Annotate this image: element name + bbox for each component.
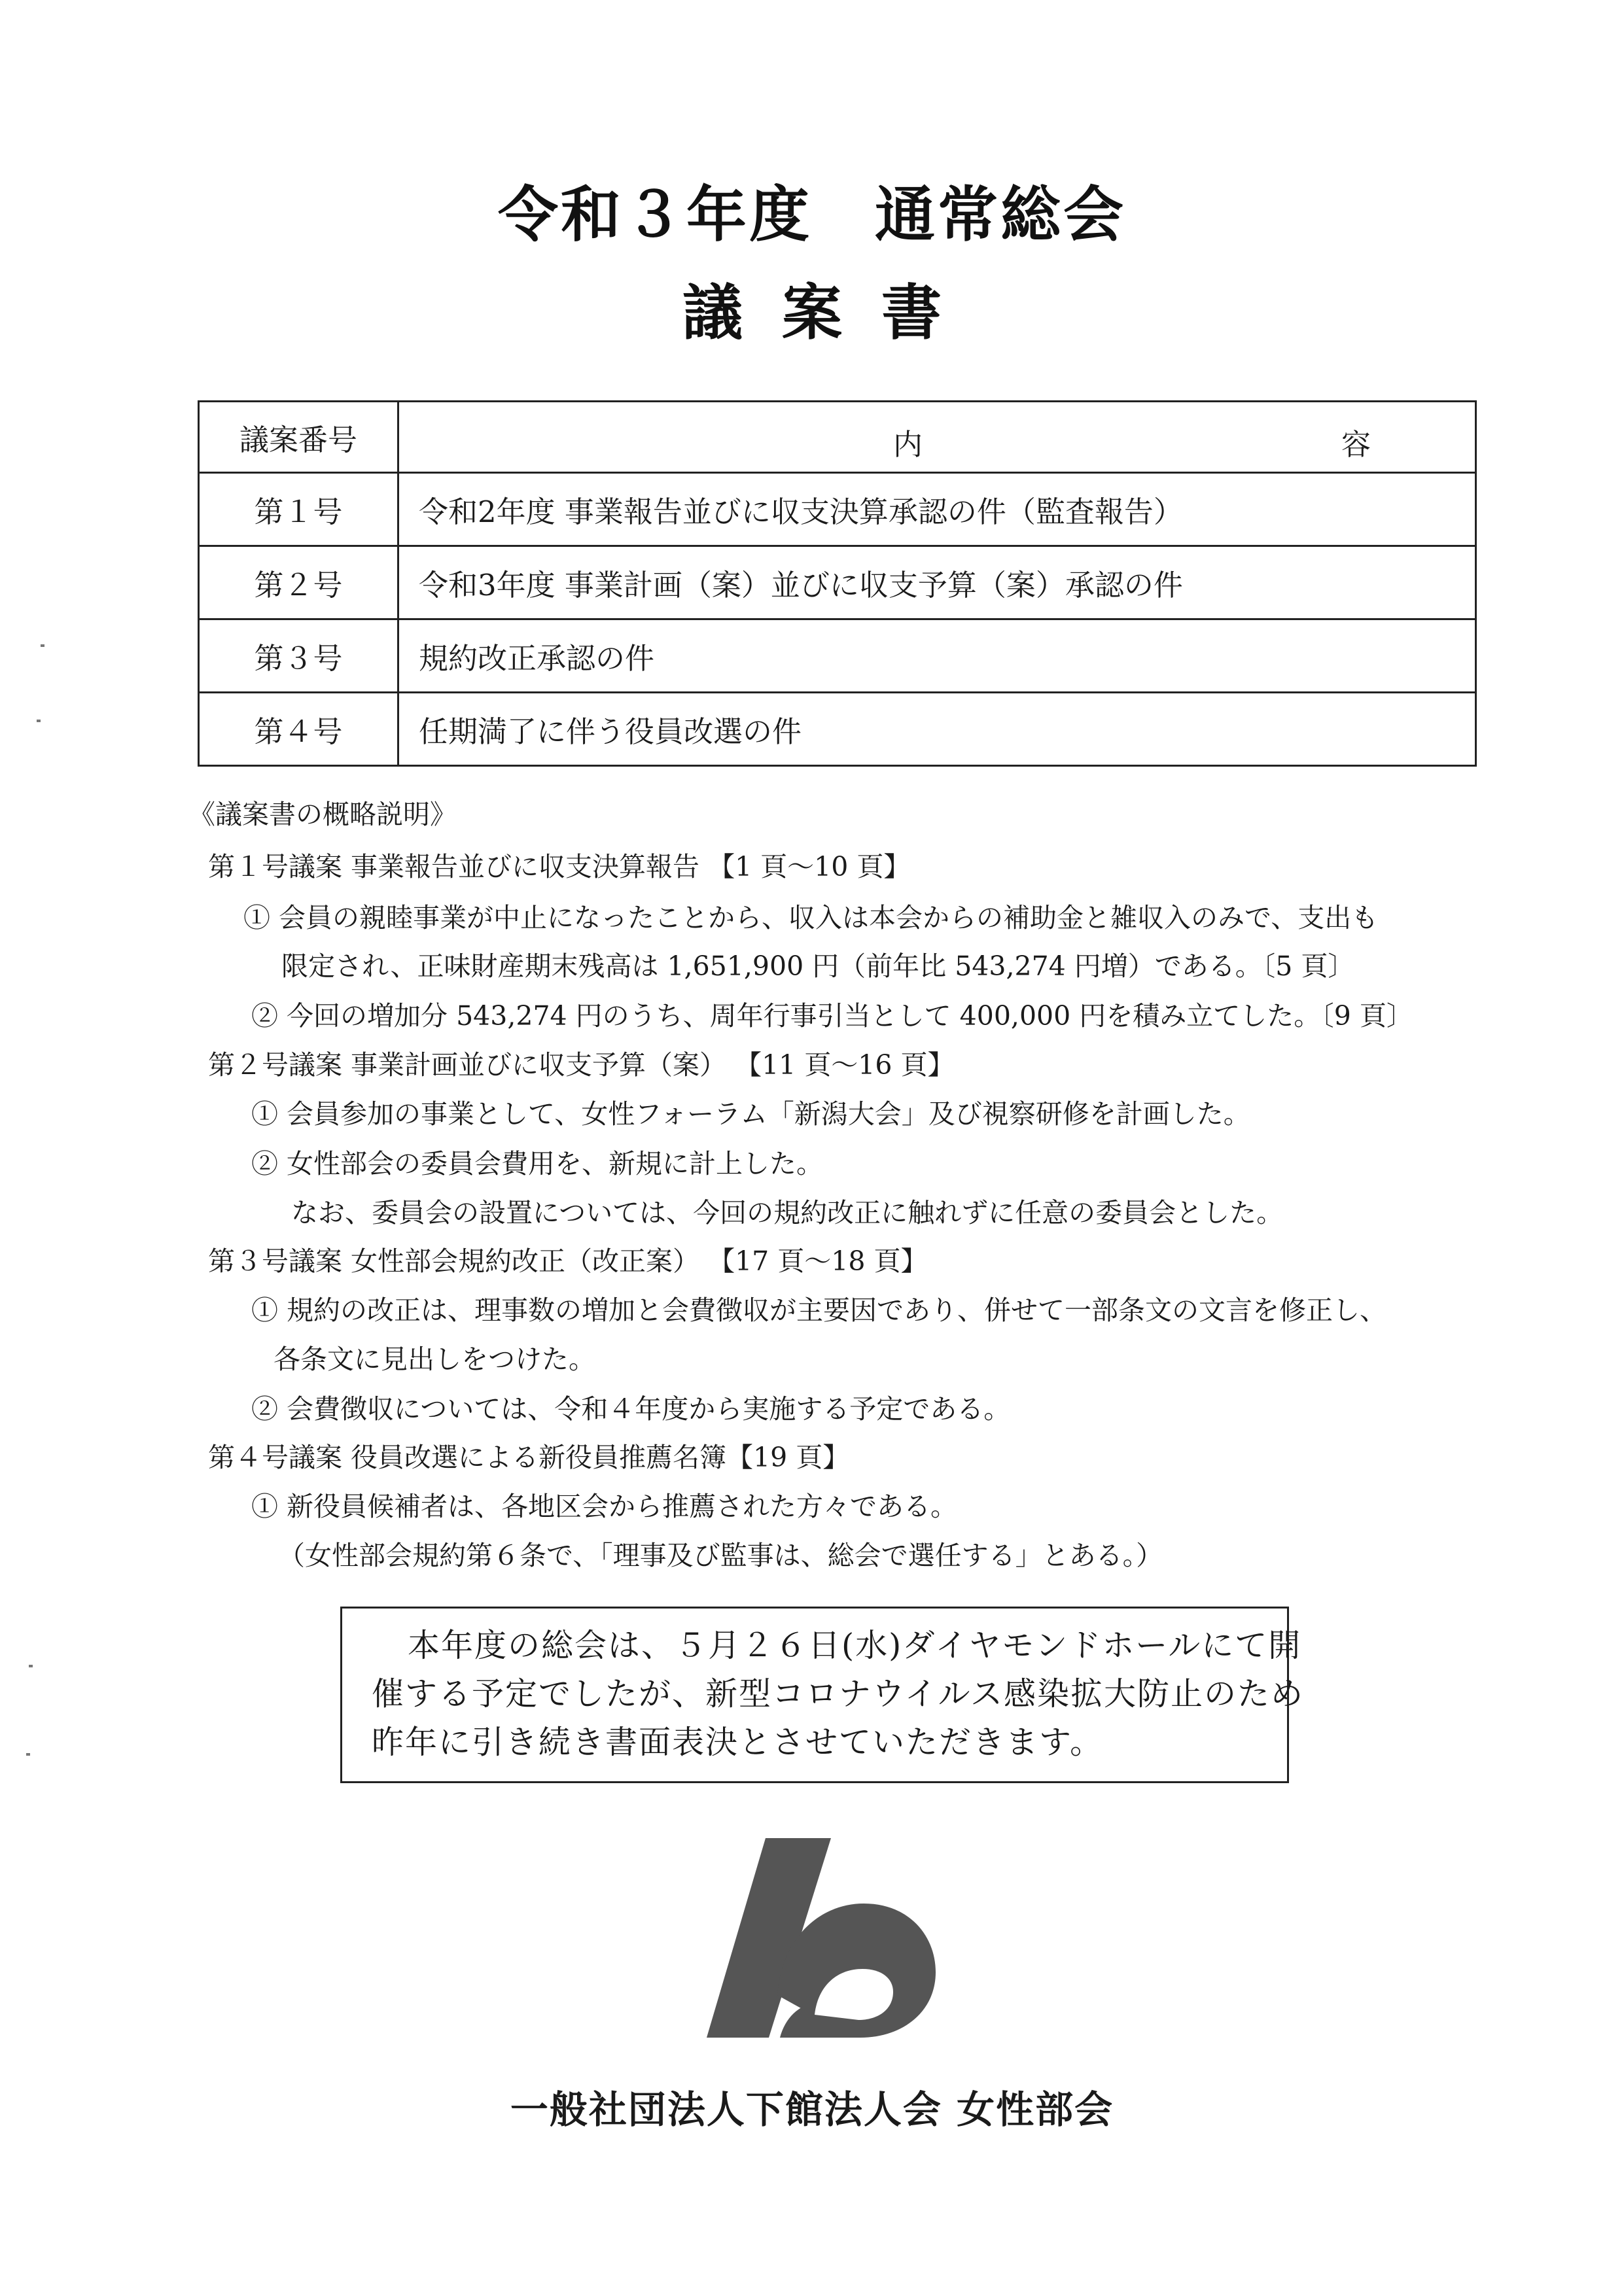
summary-line: ① 会員の親睦事業が中止になったことから、収入は本会からの補助金と雑収入のみで、支出も <box>243 902 1379 933</box>
agenda-number: 第４号 <box>199 693 398 766</box>
table-header-row <box>199 402 1476 473</box>
page-subtitle: 議案書 <box>682 278 981 348</box>
agenda-content: 任期満了に伴う役員改選の件 <box>398 693 1476 766</box>
notice-line: 催する予定でしたが、新型コロナウイルス感染拡大防止のため <box>372 1675 1305 1713</box>
header-number: 議案番号 <box>199 402 398 473</box>
notice-line: 昨年に引き続き書面表決とさせていただきます。 <box>372 1724 1104 1761</box>
notice-box <box>340 1607 1305 1783</box>
summary-line: ① 新役員候補者は、各地区会から推薦された方々である。 <box>251 1491 958 1522</box>
summary-heading: 《議案書の概略説明》 <box>188 799 457 830</box>
summary-line: ① 規約の改正は、理事数の増加と会費徴収が主要因であり、併せて一部条文の文言を修正し、 <box>251 1295 1387 1326</box>
summary-line: 第１号議案 事業報告並びに収支決算報告 【1 頁～10 頁】 <box>208 851 911 882</box>
agenda-content: 規約改正承認の件 <box>398 619 1476 693</box>
agenda-number: 第２号 <box>199 546 398 619</box>
summary-line: ① 会員参加の事業として、女性フォーラム「新潟大会」及び視察研修を計画した。 <box>251 1098 1250 1130</box>
header-content-char-2: 容 <box>1341 427 1371 462</box>
notice-line: 本年度の総会は、５月２６日(水)ダイヤモンドホールにて開 <box>408 1627 1302 1664</box>
summary-line: ② 女性部会の委員会費用を、新規に計上した。 <box>251 1148 824 1179</box>
summary-line: ② 今回の増加分 543,274 円のうち、周年行事引当として 400,000 円を積み立てした。〔9 頁〕 <box>251 1000 1413 1032</box>
summary-line: 限定され、正味財産期末残高は 1,651,900 円（前年比 543,274 円増）である。〔5 頁〕 <box>281 950 1355 982</box>
summary-line: 第４号議案 役員改選による新役員推薦名簿【19 頁】 <box>208 1442 850 1473</box>
summary-line: 第２号議案 事業計画並びに収支予算（案） 【11 頁～16 頁】 <box>208 1049 955 1081</box>
table-row <box>199 473 1476 546</box>
agenda-number: 第１号 <box>199 473 398 546</box>
scan-speck <box>26 1753 30 1756</box>
header-content <box>398 402 1476 473</box>
table-row <box>199 693 1476 766</box>
summary-line: 第３号議案 女性部会規約改正（改正案） 【17 頁～18 頁】 <box>208 1245 928 1277</box>
table-row <box>199 619 1476 693</box>
organization-logo-icon <box>707 1838 942 2047</box>
organization-name: 一般社団法人下館法人会 女性部会 <box>510 2087 1114 2132</box>
agenda-content: 令和2年度 事業報告並びに収支決算承認の件（監査報告） <box>398 473 1476 546</box>
agenda-number: 第３号 <box>199 619 398 693</box>
summary-line: なお、委員会の設置については、今回の規約改正に触れずに任意の委員会とした。 <box>291 1197 1284 1228</box>
scan-speck <box>29 1665 33 1667</box>
scan-speck <box>41 644 44 647</box>
page-title: 令和３年度 通常総会 <box>497 180 1126 250</box>
summary-line: 各条文に見出しをつけた。 <box>274 1344 595 1375</box>
summary-line: （女性部会規約第６条で、「理事及び監事は、総会で選任する」とある。） <box>278 1540 1163 1571</box>
scan-speck <box>37 720 41 722</box>
header-content-char-1: 内 <box>893 427 923 462</box>
agenda-content: 令和3年度 事業計画（案）並びに収支予算（案）承認の件 <box>398 546 1476 619</box>
summary-line: ② 会費徴収については、令和４年度から実施する予定である。 <box>251 1393 1011 1425</box>
table-row <box>199 546 1476 619</box>
agenda-table <box>198 400 1477 767</box>
